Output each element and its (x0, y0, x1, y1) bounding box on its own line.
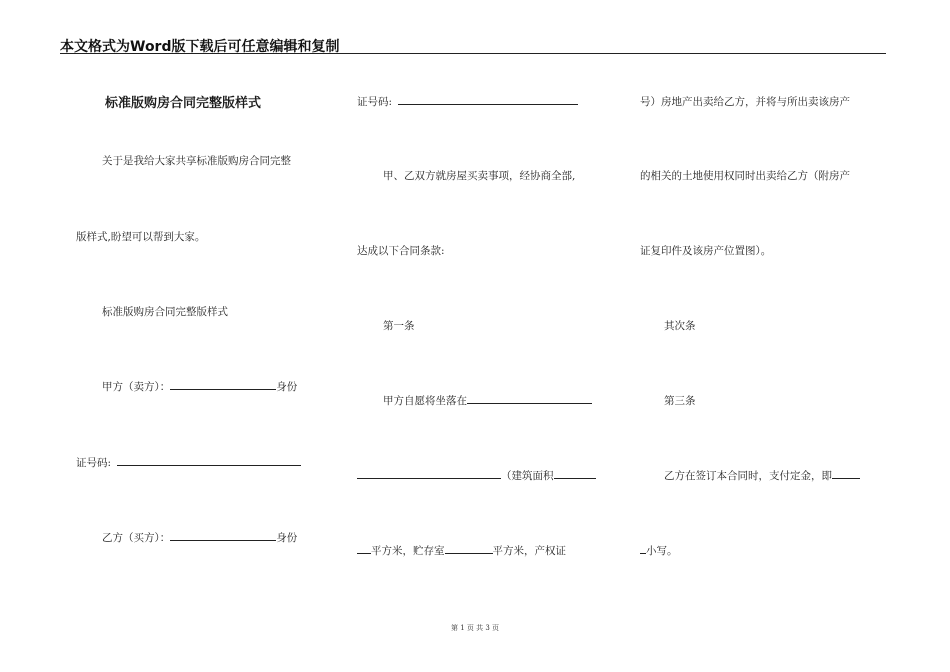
document-header-title: 本文格式为Word版下载后可任意编辑和复制 (60, 39, 340, 55)
building-area-line (357, 468, 596, 483)
area-value-blank[interactable] (357, 543, 371, 554)
contract-title: 标准版购房合同完整版样式 (105, 96, 262, 111)
lowercase-label: 小写。 (646, 545, 678, 557)
party-a-name-blank[interactable] (170, 379, 276, 390)
property-location-line (383, 393, 592, 408)
address-continued-blank[interactable] (357, 468, 501, 479)
sqm-certificate-label: 平方米，产权证 (492, 545, 566, 557)
sqm-storage-label: 平方米，贮存室 (371, 545, 445, 557)
party-a-id-prefix: 身份 (276, 381, 298, 393)
article-3-heading: 第三条 (664, 395, 696, 407)
header-divider (60, 53, 886, 54)
deposit-line (664, 468, 860, 483)
building-area-blank[interactable] (554, 468, 596, 479)
intro-line-2: 版样式,盼望可以帮到大家。 (76, 231, 206, 243)
article-2-heading: 其次条 (664, 320, 696, 332)
storage-area-blank[interactable] (445, 543, 493, 554)
agreement-line-1: 甲、乙双方就房屋买卖事项，经协商全部, (383, 170, 576, 182)
party-b-label: 乙方（买方）： (102, 532, 171, 544)
article-1-heading: 第一条 (383, 320, 415, 332)
transfer-line-3: 证复印件及该房产位置图）。 (640, 245, 772, 257)
location-label: 甲方自愿将坐落在 (383, 395, 467, 407)
transfer-line-2: 的相关的土地使用权同时出卖给乙方（附房产 (640, 170, 850, 182)
building-area-label: （建筑面积 (501, 470, 554, 482)
party-b-name-blank[interactable] (170, 530, 276, 541)
party-a-id-blank[interactable] (117, 455, 301, 466)
id-number-label: 证号码: (76, 457, 112, 469)
party-b-id-prefix: 身份 (276, 532, 298, 544)
lowercase-amount-line (640, 543, 678, 558)
page-number-footer: 第 1 页 共 3 页 (450, 624, 500, 632)
deposit-text: 乙方在签订本合同时，支付定金，即 (664, 470, 832, 482)
deposit-amount-blank[interactable] (832, 468, 860, 479)
storage-area-line (357, 543, 566, 558)
party-a-id-line (76, 455, 301, 470)
agreement-line-2: 达成以下合同条款: (357, 245, 445, 257)
party-b-id-line (357, 94, 578, 109)
party-b-id-blank[interactable] (398, 94, 578, 105)
transfer-line-1: 号）房地产出卖给乙方，并将与所出卖该房产 (640, 96, 850, 108)
party-b-line (102, 530, 297, 545)
contract-subtitle: 标准版购房合同完整版样式 (102, 306, 228, 318)
location-blank[interactable] (467, 393, 592, 404)
intro-line-1: 关于是我给大家共享标准版购房合同完整 (102, 155, 291, 167)
party-a-line (102, 379, 297, 394)
id-number-label: 证号码: (357, 96, 393, 108)
party-a-label: 甲方（卖方）： (102, 381, 171, 393)
